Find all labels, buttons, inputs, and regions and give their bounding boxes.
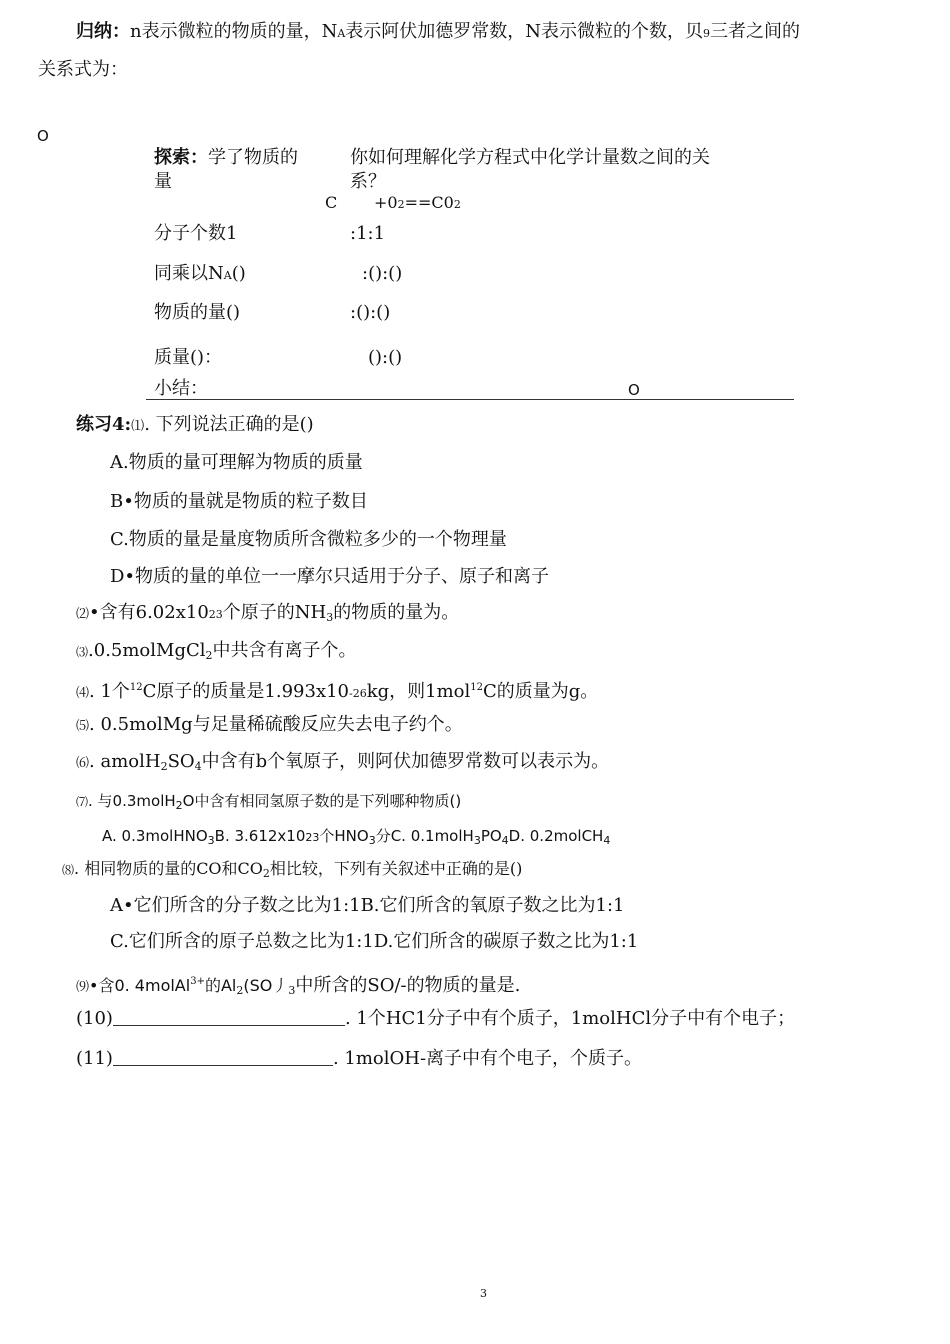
q11-answer-blank[interactable] bbox=[113, 1049, 333, 1066]
row-amount-label: 物质的量() bbox=[154, 302, 241, 323]
explore-label: 探索： bbox=[154, 147, 208, 168]
exercise-q8: ⑻. 相同物质的量的CO和$CO_2$相比较，下列有关叙述中正确的是() bbox=[62, 859, 523, 880]
row-molecule-count-value: :1:1 bbox=[350, 223, 386, 244]
q8-options-line-1: A•它们所含的分子数之比为1:1B.它们所含的氧原子数之比为1:1 bbox=[110, 895, 625, 916]
equation-rest: +02==C02 bbox=[374, 193, 461, 212]
conclusion-underline bbox=[146, 399, 794, 400]
page-number: 3 bbox=[480, 1287, 487, 1300]
exercise-q1: 练习4:⑴. 下列说法正确的是() bbox=[76, 414, 314, 435]
row-multiply-label: 同乘以NA() bbox=[154, 263, 246, 284]
summary-line-2: 关系式为： bbox=[38, 59, 128, 80]
conclusion-mark: O bbox=[628, 381, 640, 399]
q1-option-c: C.物质的量是量度物质所含微粒多少的一个物理量 bbox=[110, 529, 507, 550]
row-multiply-value: :():() bbox=[362, 263, 403, 284]
exercise-q7: ⑺. 与0.3molH$_2$O中含有相同氢原子数的是下列哪种物质() bbox=[76, 792, 462, 812]
q7-options: A. 0.3molHNO$_3$B. 3.612x1023个$HNO_3$分C. $0.1molH_3PO_4D$. 0.2molCH$_4$ bbox=[102, 827, 611, 847]
explore-line-b: 你如何理解化学方程式中化学计量数之间的关 系？ bbox=[350, 147, 710, 192]
exercise-q9: ⑼•含0. 4molAl$^{3+}$的$Al_2(SO$丿$_3$中所含的SO/-的物质的量是. bbox=[76, 975, 521, 997]
exercise-q5: ⑸. 0.5molMg与足量稀硫酸反应失去电子约个。 bbox=[76, 714, 463, 735]
row-molecule-count-label: 分子个数1 bbox=[154, 223, 238, 244]
summary-label: 归纳： bbox=[76, 21, 130, 42]
exercise-q6: ⑹. $amolH_2SO_4$中含有b个氧原子，则阿伏加德罗常数可以表示为。 bbox=[76, 751, 610, 773]
q1-option-d: D•物质的量的单位一一摩尔只适用于分子、原子和离子 bbox=[110, 566, 550, 587]
summary-circle-mark: O bbox=[37, 127, 49, 145]
explore-line-a: 探索：学了物质的 量 bbox=[154, 147, 298, 192]
row-mass-label: 质量()： bbox=[154, 347, 223, 368]
row-mass-value: ():() bbox=[368, 347, 403, 368]
q10-answer-blank[interactable] bbox=[113, 1009, 345, 1026]
exercise-q4: ⑷. 1个$^{12}$C原子的质量是1.993x10-26kg，则1mol$^{12}$C的质量为g。 bbox=[76, 681, 599, 702]
exercise-q2: ⑵•含有6.02x1023个原子的$NH_3$的物质的量为。 bbox=[76, 602, 460, 624]
equation-carbon: C bbox=[325, 193, 338, 212]
exercise-q11: (11) . 1molOH-离子中有个电子，个质子。 bbox=[76, 1048, 643, 1069]
q1-option-a: A.物质的量可理解为物质的质量 bbox=[110, 452, 363, 473]
exercise-q3: ⑶.0.5molMgCl$_2$中共含有离子个。 bbox=[76, 640, 357, 662]
q8-options-line-2: C.它们所含的原子总数之比为1:1D.它们所含的碳原子数之比为1:1 bbox=[110, 931, 639, 952]
exercise-label: 练习4: bbox=[76, 414, 132, 435]
exercise-q10: (10) . 1个HC1分子中有个质子，1molHCl分子中有个电子； bbox=[76, 1008, 796, 1029]
q1-option-b: B•物质的量就是物质的粒子数目 bbox=[110, 491, 368, 512]
summary-line-1: 归纳：n表示微粒的物质的量，NA表示阿伏加德罗常数，N表示微粒的个数，贝9三者之间的 bbox=[76, 21, 801, 42]
row-amount-value: :():() bbox=[350, 302, 391, 323]
conclusion-label: 小结： bbox=[154, 378, 208, 399]
